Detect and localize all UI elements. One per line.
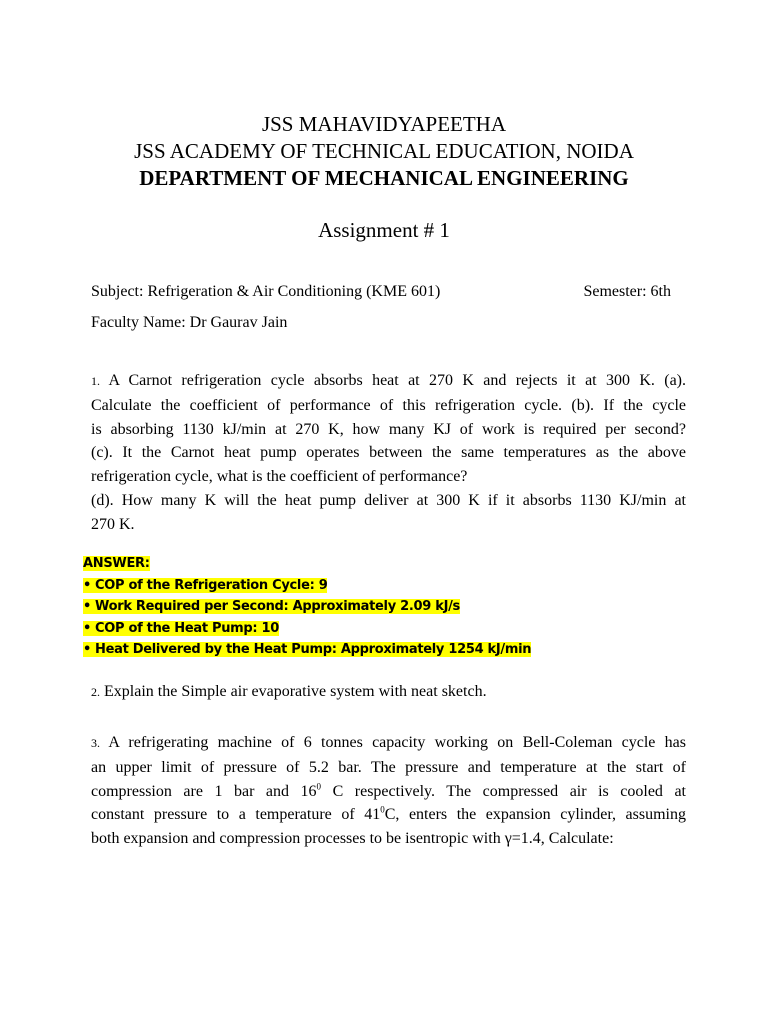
answer-block (83, 553, 531, 661)
answer-item: COP of the Heat Pump: 10 (95, 620, 280, 636)
question-text-line: Calculate the coefficient of performance of this refrigeration cycle. (b). If the cycle (91, 396, 686, 414)
question-text-line: 270 K. (91, 515, 135, 533)
bullet-icon: • (83, 642, 92, 657)
question-text-line: refrigeration cycle, what is the coefficient of performance? (91, 468, 468, 486)
question-text-line: A Carnot refrigeration cycle absorbs heat at 270 K and rejects it at 300 K. (a). (108, 372, 687, 389)
question-text-line: both expansion and compression processes to be isentropic with γ=1.4, Calculate: (91, 830, 614, 848)
assignment-title: Assignment # 1 (318, 218, 450, 242)
text-segment: constant pressure to a temperature of 41 (91, 806, 381, 824)
question-text-line (91, 780, 686, 804)
answer-item: COP of the Refrigeration Cycle: 9 (95, 577, 328, 593)
question-text-line: is absorbing 1130 kJ/min at 270 K, how many KJ of work is required per second? (91, 420, 686, 438)
text-segment: compression are 1 bar and 16 (91, 782, 317, 800)
institution-name: JSS MAHAVIDYAPEETHA (261, 112, 507, 136)
superscript: 0 (380, 805, 385, 816)
department-name: DEPARTMENT OF MECHANICAL ENGINEERING (139, 166, 629, 190)
question-text-line (91, 803, 686, 827)
question-number: 3. (91, 736, 100, 750)
question-text-line: an upper limit of pressure of 5.2 bar. The pressure and temperature at the start of (91, 758, 686, 776)
superscript: 0 (316, 781, 322, 792)
question-1 (91, 369, 686, 537)
text-segment: C respectively. The compressed air is cooled at (321, 782, 686, 800)
question-3 (91, 731, 686, 851)
question-number: 1. (91, 374, 100, 388)
question-text-line: Explain the Simple air evaporative system with neat sketch. (104, 683, 487, 700)
faculty-text: Faculty Name: Dr Gaurav Jain (91, 314, 288, 331)
document-header (0, 111, 768, 192)
answer-heading: ANSWER: (83, 556, 150, 571)
question-text-line: A refrigerating machine of 6 tonnes capacity working on Bell-Coleman cycle has (108, 734, 686, 751)
bullet-icon: • (83, 577, 92, 593)
question-text-line: (d). How many K will the heat pump deliver at 300 K if it absorbs 1130 KJ/min at (91, 491, 686, 509)
question-number: 2. (91, 685, 100, 699)
subject-text: Subject: Refrigeration & Air Conditioning (KME 601) (91, 283, 441, 300)
faculty-row (91, 312, 671, 334)
answer-item: Heat Delivered by the Heat Pump: Approximately 1254 kJ/min (95, 642, 532, 657)
bullet-icon: • (83, 599, 92, 614)
text-segment: C, enters the expansion cylinder, assuming (384, 806, 686, 824)
question-text-line: (c). It the Carnot heat pump operates between the same temperatures as the above (91, 444, 686, 462)
semester-text: Semester: 6th (583, 283, 671, 300)
subject-row (91, 281, 671, 303)
academy-name: JSS ACADEMY OF TECHNICAL EDUCATION, NOIDA (134, 139, 634, 163)
bullet-icon: • (83, 620, 92, 636)
question-2 (91, 680, 686, 705)
answer-item: Work Required per Second: Approximately 2.09 kJ/s (95, 599, 460, 614)
